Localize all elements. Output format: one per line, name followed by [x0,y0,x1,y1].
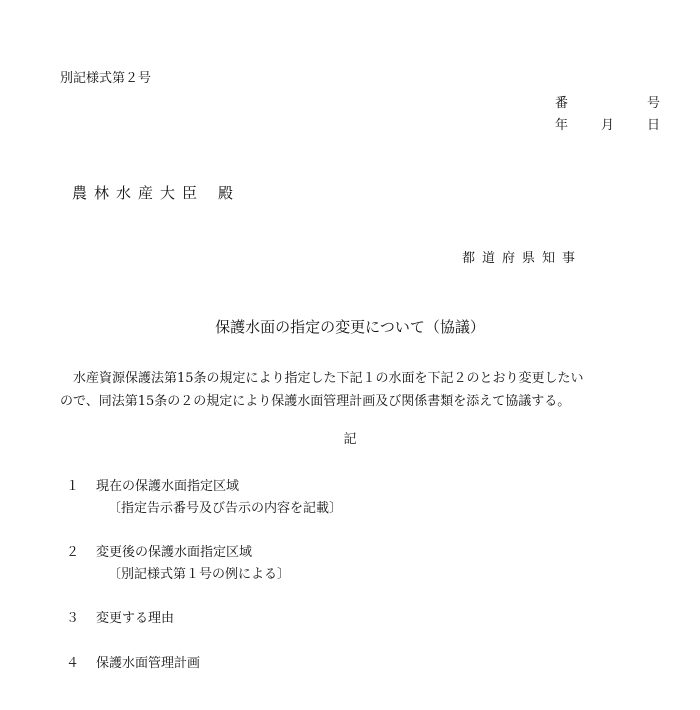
reference-number-label: 番 [555,96,569,111]
item-label: 変更後の保護水面指定区域 [96,545,253,560]
sender: 都道府県知事 [462,251,583,266]
item-label: 現在の保護水面指定区域 [96,479,240,494]
addressee-honorific: 殿 [218,184,234,202]
item-label: 変更する理由 [96,611,175,626]
item-note: 〔別記様式第１号の例による〕 [108,567,291,582]
addressee-name: 農林水産大臣 [72,184,205,202]
ki-heading: 記 [343,432,357,447]
document-title: 保護水面の指定の変更について（協議） [215,318,485,336]
item-number: ２ [66,545,80,560]
item-label: 保護水面管理計画 [96,656,201,671]
item-number: ４ [66,656,80,671]
body-paragraph [60,367,666,413]
item-note: 〔指定告示番号及び告示の内容を記載〕 [108,501,343,516]
body-line-2: ので、同法第15条の２の規定により保護水面管理計画及び関係書類を添えて協議する。 [60,394,571,409]
item-number: ３ [66,611,80,626]
body-line-1: 水産資源保護法第15条の規定により指定した下記１の水面を下記２のとおり変更したい [73,371,584,386]
item-number: １ [66,479,80,494]
form-number: 別記様式第２号 [60,71,152,86]
date-year-label: 年 [555,118,569,133]
date-day-label: 日 [646,118,660,133]
reference-number-suffix: 号 [646,96,660,111]
addressee [72,186,233,201]
date-month-label: 月 [601,118,615,133]
